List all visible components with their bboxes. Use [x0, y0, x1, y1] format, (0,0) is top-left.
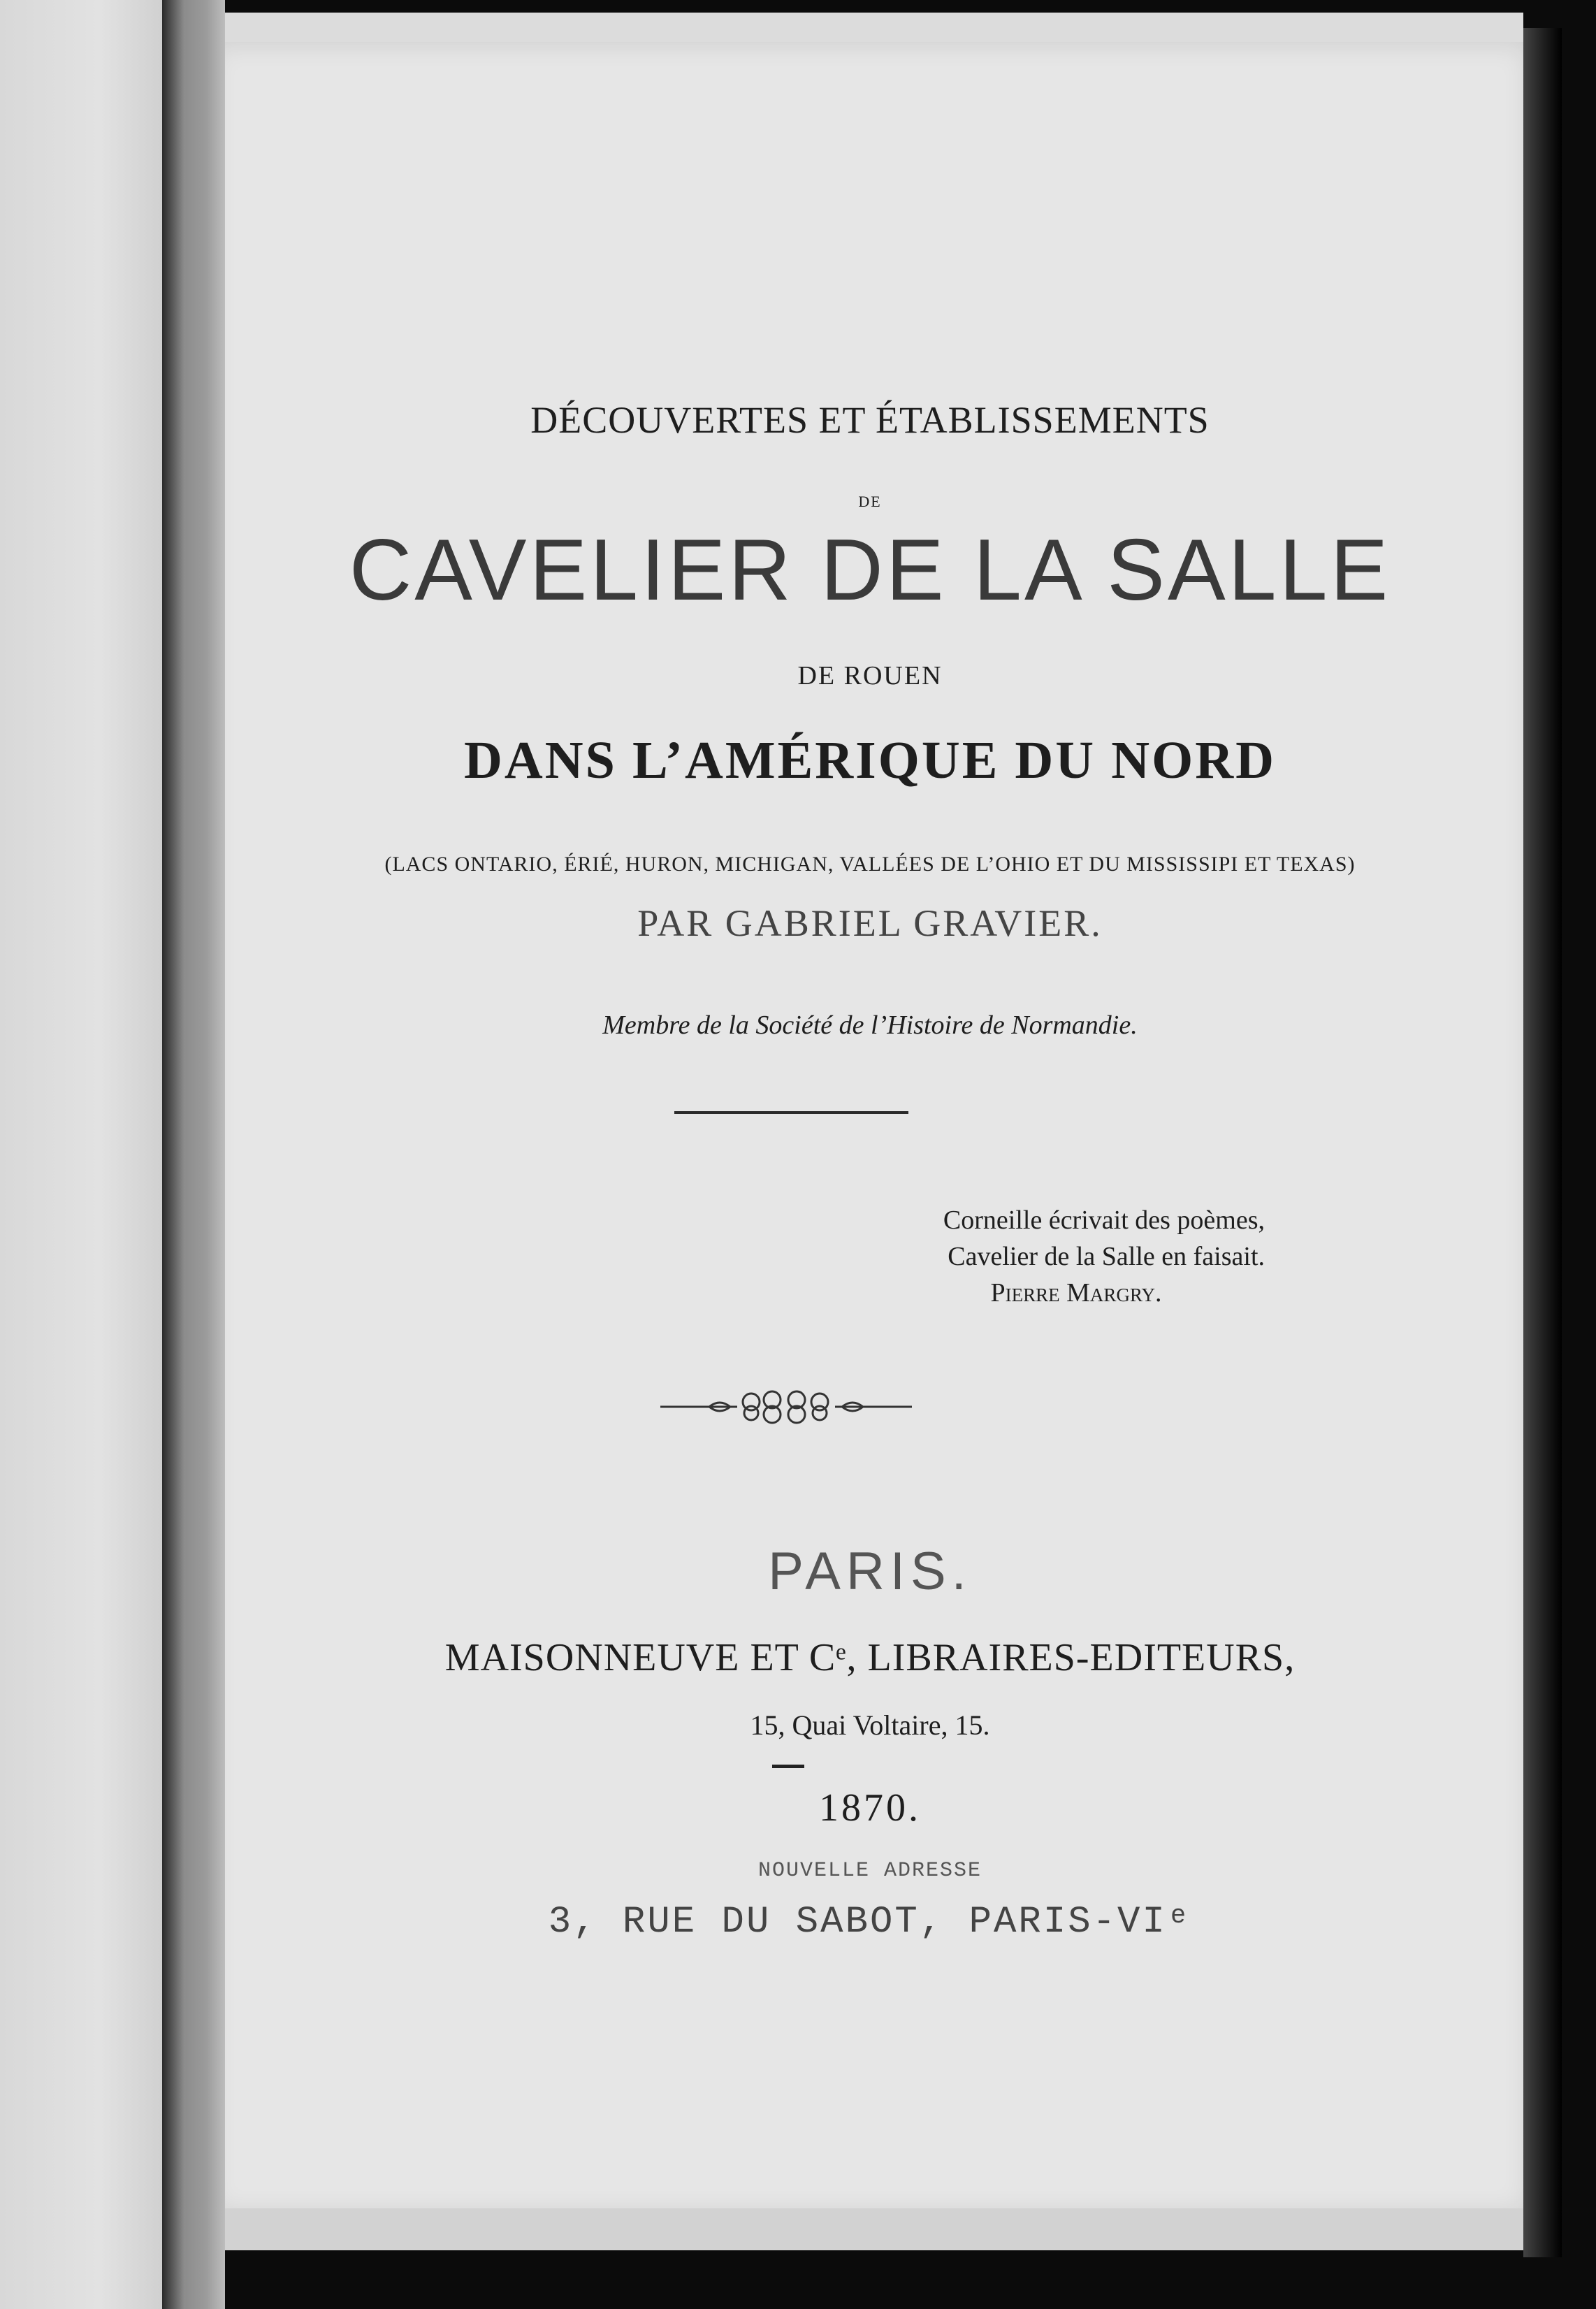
book-place: DANS L’AMÉRIQUE DU NORD	[464, 731, 1276, 790]
imprint-city: PARIS.	[768, 1542, 972, 1601]
page-bottom-edge	[182, 2208, 1523, 2250]
short-rule	[772, 1765, 804, 1768]
epigraph-line-1: Corneille écrivait des poèmes,	[943, 1206, 1265, 1235]
title-page	[210, 42, 1530, 2215]
imprint-publisher: MAISONNEUVE ET Cᵉ, LIBRAIRES-EDITEURS,	[444, 1636, 1296, 1679]
book-subject-name: CAVELIER DE LA SALLE	[349, 522, 1391, 618]
book-gutter	[162, 0, 225, 2309]
book-heading: DÉCOUVERTES ET ÉTABLISSEMENTS	[530, 399, 1210, 441]
author-affiliation: Membre de la Société de l’Histoire de Normandie.	[602, 1011, 1138, 1040]
regions-subtitle: (LACS ONTARIO, ÉRIÉ, HURON, MICHIGAN, VALLÉES DE L’OHIO ET DU MISSISSIPI ET TEXAS)	[384, 853, 1356, 876]
epigraph-line-2: Cavelier de la Salle en faisait.	[948, 1242, 1265, 1271]
facing-page-edge	[0, 0, 166, 2309]
divider-rule	[674, 1111, 908, 1114]
author-line: PAR GABRIEL GRAVIER.	[637, 902, 1103, 944]
decorative-ornament-icon	[660, 1382, 912, 1431]
epigraph	[804, 1202, 1265, 1311]
stamp-address: 3, RUE DU SABOT, PARIS-VIᵉ	[548, 1901, 1192, 1944]
stamp-label: NOUVELLE ADRESSE	[757, 1859, 982, 1883]
subject-origin: DE ROUEN	[797, 661, 943, 690]
heading-preposition: DE	[858, 493, 882, 510]
imprint-year: 1870.	[819, 1786, 921, 1830]
epigraph-attribution: Pierre Margry.	[990, 1278, 1162, 1308]
imprint-address: 15, Quai Voltaire, 15.	[750, 1709, 990, 1741]
